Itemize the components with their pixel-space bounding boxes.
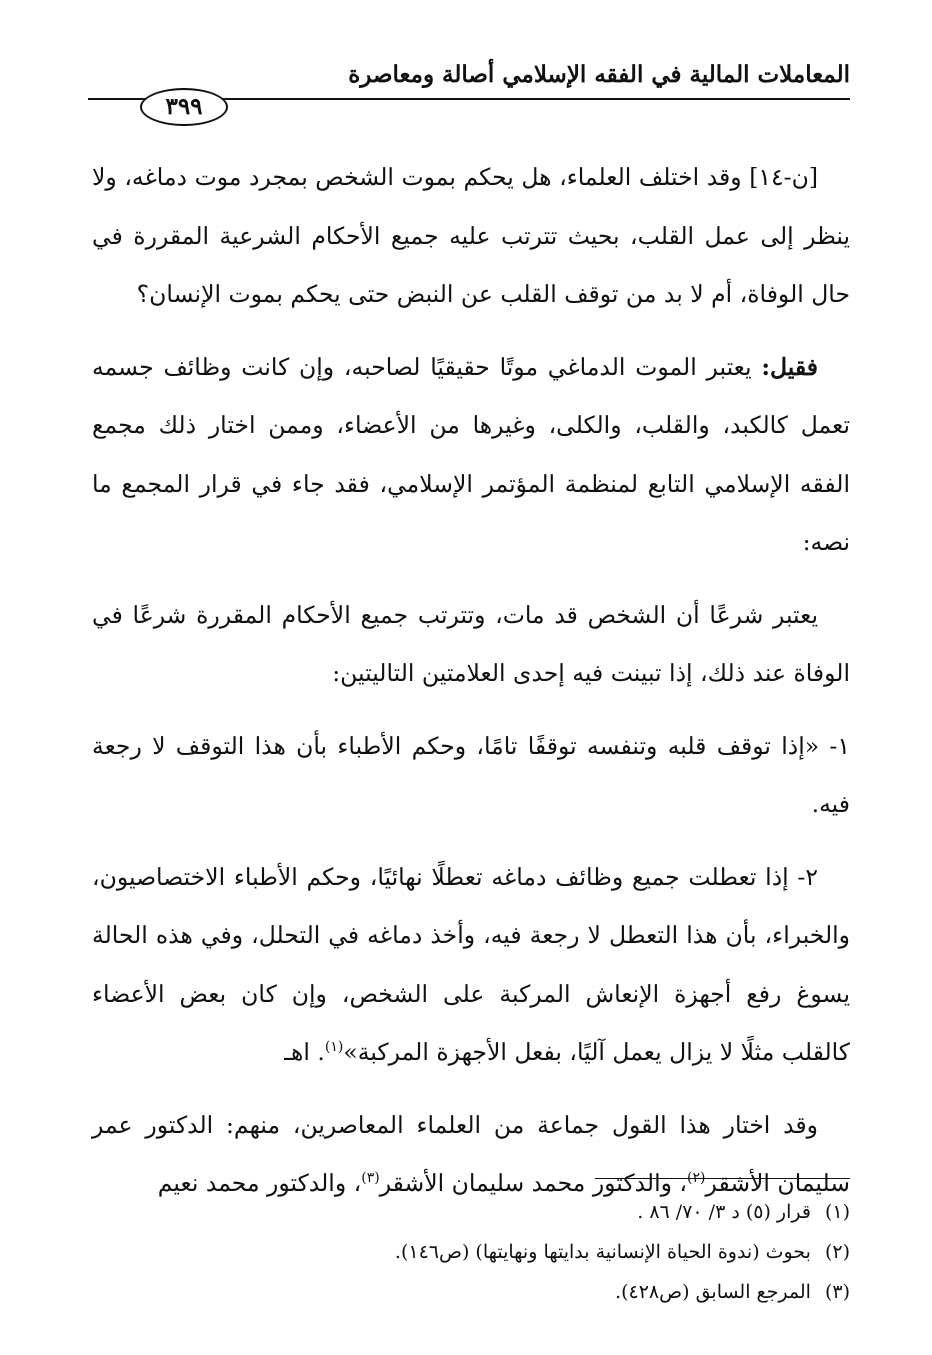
footnote-2 xyxy=(92,1232,850,1272)
list-item-1-text: ١- «إذا توقف قلبه وتنفسه توقفًا تامًا، وحكم الأطباء بأن هذا التوقف لا رجعة فيه. xyxy=(92,731,850,818)
footnote-3-text: المرجع السابق (ص٤٢٨). xyxy=(615,1281,811,1303)
decision-intro-text: يعتبر شرعًا أن الشخص قد مات، وتترتب جميع الأحكام المقررة شرعًا في الوفاة عند ذلك، إذا تبينت فيه إحدى العلامتين التاليتين: xyxy=(92,600,850,687)
list-item-2-end: . اهـ xyxy=(284,1038,325,1066)
scholars-text-c: ، والدكتور محمد نعيم xyxy=(157,1169,362,1197)
list-item-2 xyxy=(92,848,850,1082)
footnote-1-number: (١) xyxy=(824,1201,850,1223)
opinion-label: فقيل: xyxy=(761,352,818,381)
footnote-2-number: (٢) xyxy=(824,1241,850,1263)
running-header-title: المعاملات المالية في الفقه الإسلامي أصالة ومعاصرة xyxy=(348,61,850,88)
footnote-1-text: قرار (٥) د ٣/ ٧٠/ ٨٦ . xyxy=(637,1201,811,1223)
list-item-2-text: ٢- إذا تعطلت جميع وظائف دماغه تعطلًا نهائيًا، وحكم الأطباء الاختصاصيون، والخبراء، بأن هذا التعطل لا رجعة فيه، وأخذ دماغه في التحلل، وفي هذه الحالة يسوغ رفع أجهزة الإنعاش المركبة على الشخص، وإن كان بعض الأعضاء كالقلب مثلًا لا يزال يعمل آليًا، بفعل الأجهزة المركبة» xyxy=(92,862,850,1066)
paragraph-first-opinion xyxy=(92,338,850,572)
paragraph-decision-intro xyxy=(92,586,850,703)
footnote-2-text: بحوث (ندوة الحياة الإنسانية بدايتها ونهايتها) (ص١٤٦). xyxy=(394,1241,811,1263)
footnote-ref-2[interactable]: (٢) xyxy=(687,1170,706,1187)
footnote-1 xyxy=(92,1192,850,1232)
footnote-rule xyxy=(595,1178,850,1179)
footnote-ref-1[interactable]: (١) xyxy=(324,1039,344,1056)
footnote-3-number: (٣) xyxy=(824,1281,850,1303)
scholars-text-b: ، والدكتور محمد سليمان الأشقر xyxy=(379,1169,688,1197)
main-text xyxy=(92,148,850,1227)
paragraph-question xyxy=(92,148,850,324)
paragraph-question-text: [ن-١٤] وقد اختلف العلماء، هل يحكم بموت الشخص بمجرد موت دماغه، ولا ينظر إلى عمل القلب، بحيث تترتب عليه جميع الأحكام الشرعية المقررة في حال الوفاة، أم لا بد من توقف القلب عن النبض حتى يحكم بموت الإنسان؟ xyxy=(92,163,850,308)
footnotes xyxy=(92,1192,850,1312)
page-number-badge: ٣٩٩ xyxy=(140,88,228,126)
footnote-3 xyxy=(92,1272,850,1312)
opinion-text: يعتبر الموت الدماغي موتًا حقيقيًا لصاحبه، وإن كانت وظائف جسمه تعمل كالكبد، والقلب، والكلى، وغيرها من الأعضاء، وممن اختار ذلك مجمع الفقه الإسلامي التابع لمنظمة المؤتمر الإسلامي، فقد جاء في قرار المجمع ما نصه: xyxy=(92,352,850,556)
footnote-ref-3[interactable]: (٣) xyxy=(361,1170,380,1187)
list-item-1 xyxy=(92,717,850,834)
scholars-text-a: وقد اختار هذا القول جماعة من العلماء المعاصرين، منهم: الدكتور عمر سليمان الأشقر xyxy=(92,1110,850,1197)
